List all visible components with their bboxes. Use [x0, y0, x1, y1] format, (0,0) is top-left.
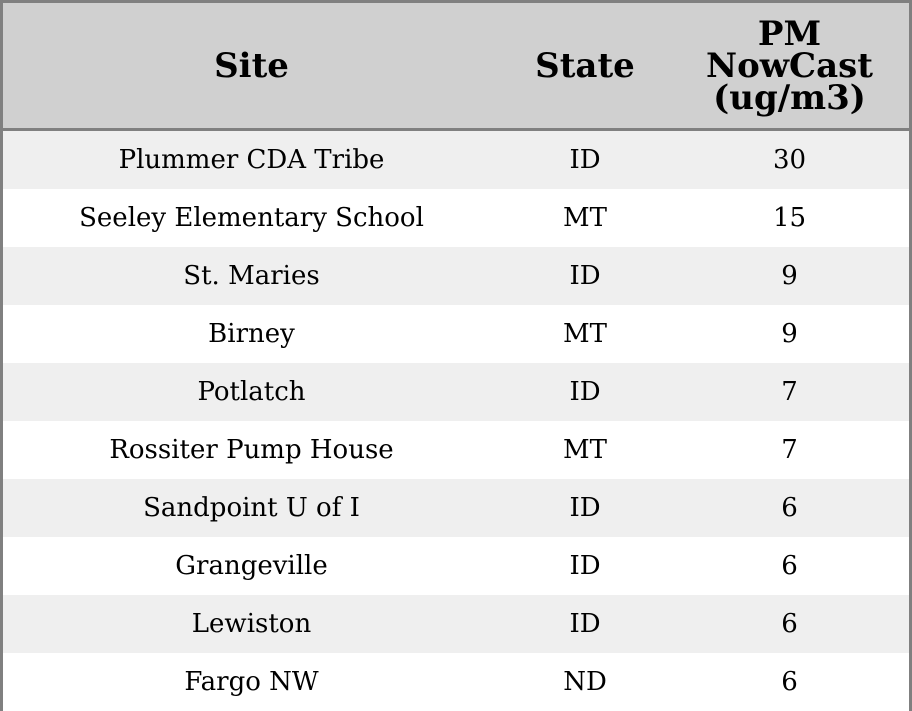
table-row: [3, 189, 909, 247]
table-row: [3, 479, 909, 537]
data-table: [3, 3, 909, 711]
table-row: [3, 363, 909, 421]
cell-site: Potlatch: [3, 363, 500, 421]
header-site: [3, 3, 500, 130]
cell-site: Rossiter Pump House: [3, 421, 500, 479]
cell-state: ID: [500, 537, 670, 595]
cell-site: Seeley Elementary School: [3, 189, 500, 247]
cell-state: MT: [500, 421, 670, 479]
table-row: [3, 653, 909, 711]
cell-pm-nowcast: 6: [670, 595, 909, 653]
cell-site: Plummer CDA Tribe: [3, 130, 500, 190]
cell-pm-nowcast: 6: [670, 479, 909, 537]
cell-site: Sandpoint U of I: [3, 479, 500, 537]
table-header: [3, 3, 909, 130]
header-row: [3, 3, 909, 130]
cell-state: MT: [500, 189, 670, 247]
cell-pm-nowcast: 7: [670, 421, 909, 479]
cell-state: MT: [500, 305, 670, 363]
cell-pm-nowcast: 6: [670, 653, 909, 711]
header-site-label: Site: [214, 45, 289, 86]
cell-state: ID: [500, 130, 670, 190]
table-row: [3, 421, 909, 479]
cell-site: Grangeville: [3, 537, 500, 595]
cell-pm-nowcast: 9: [670, 247, 909, 305]
header-state: [500, 3, 670, 130]
header-pm-nowcast: [670, 3, 909, 130]
cell-pm-nowcast: 15: [670, 189, 909, 247]
cell-state: ID: [500, 363, 670, 421]
header-pm-line-2: NowCast: [706, 45, 873, 86]
cell-site: Birney: [3, 305, 500, 363]
cell-state: ID: [500, 247, 670, 305]
cell-site: Fargo NW: [3, 653, 500, 711]
cell-pm-nowcast: 30: [670, 130, 909, 190]
table-body: [3, 130, 909, 711]
header-pm-line-3: (ug/m3): [713, 77, 866, 118]
table-row: [3, 247, 909, 305]
cell-site: Lewiston: [3, 595, 500, 653]
cell-pm-nowcast: 7: [670, 363, 909, 421]
table-row: [3, 595, 909, 653]
cell-state: ID: [500, 595, 670, 653]
cell-site: St. Maries: [3, 247, 500, 305]
header-state-label: State: [535, 45, 635, 86]
cell-state: ND: [500, 653, 670, 711]
header-pm-line-1: PM: [757, 13, 822, 54]
cell-pm-nowcast: 9: [670, 305, 909, 363]
cell-pm-nowcast: 6: [670, 537, 909, 595]
table-row: [3, 130, 909, 190]
table-row: [3, 305, 909, 363]
cell-state: ID: [500, 479, 670, 537]
table-row: [3, 537, 909, 595]
